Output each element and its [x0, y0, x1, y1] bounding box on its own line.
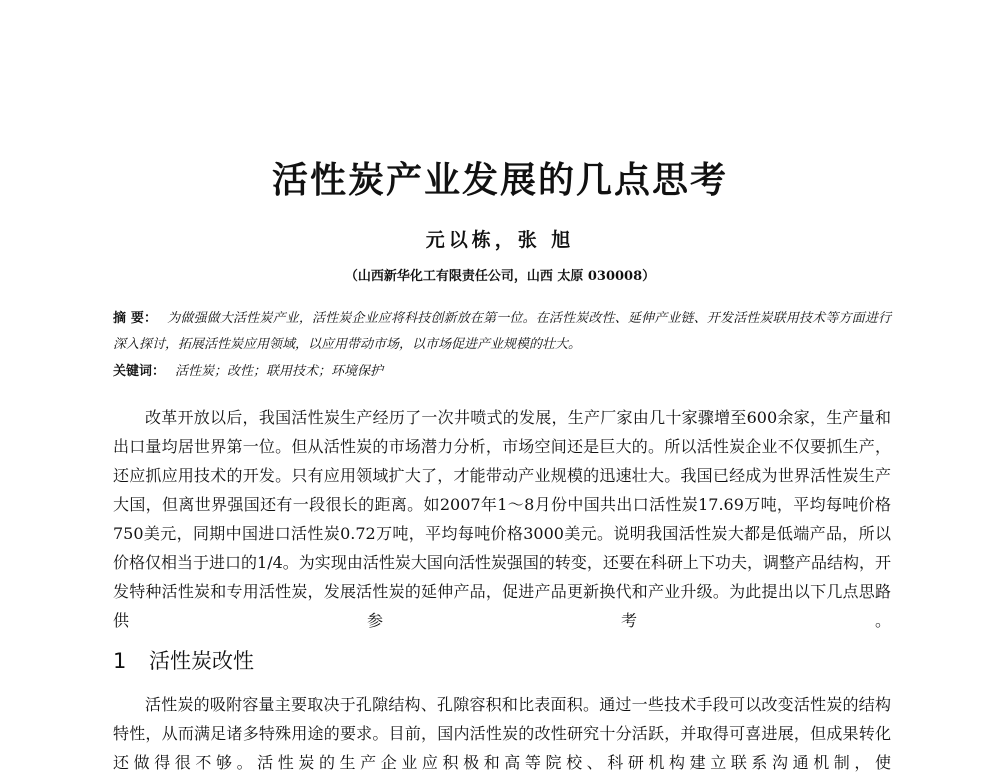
paper-title: 活性炭产业发展的几点思考 — [271, 160, 728, 201]
keywords — [113, 360, 891, 384]
keywords-text: 活性炭；改性；联用技术；环境保护 — [175, 364, 384, 379]
section-1-heading — [113, 645, 891, 677]
author-names: 元以栋，张 旭 — [425, 229, 575, 251]
section-number: 1 — [113, 649, 127, 673]
section-1-paragraph: 活性炭的吸附容量主要取决于孔隙结构、孔隙容积和比表面积。通过一些技术手段可以改变活性炭的结构特性，从而满足诸多特殊用途的要求。目前，国内活性炭的改性研究十分活跃，并取得可喜进展，但成果转化还做得很不够。活性炭的生产企业应积极和高等院校、科研机构建立联系沟通机制，使 — [113, 695, 891, 772]
abstract-label: 摘 要： — [113, 311, 158, 326]
keywords-label: 关键词： — [113, 364, 166, 379]
abstract-text: 为做强做大活性炭产业，活性炭企业应将科技创新放在第一位。在活性炭改性、延伸产业链、开发活性炭联用技术等方面进行深入探讨，拓展活性炭应用领域，以应用带动市场，以市场促进产业规模的壮大。 — [113, 311, 891, 352]
section-title: 活性炭改性 — [149, 649, 254, 673]
abstract — [113, 306, 891, 358]
author-affiliation: （山西新华化工有限责任公司，山西 太原 030008） — [344, 269, 656, 284]
intro-paragraph: 改革开放以后，我国活性炭生产经历了一次井喷式的发展，生产厂家由几十家骤增至600余家，生产量和出口量均居世界第一位。但从活性炭的市场潜力分析，市场空间还是巨大的。所以活性炭企业不仅要抓生产，还应抓应用技术的开发。只有应用领域扩大了，才能带动产业规模的迅速壮大。我国已经成为世界活性炭生产大国，但离世界强国还有一段很长的距离。如2007年1～8月份中国共出口活性炭17.69万吨，平均每吨价格750美元，同期中国进口活性炭0.72万吨，平均每吨价格3000美元。说明我国活性炭大都是低端产品，所以价格仅相当于进口的1/4。为实现由活性炭大国向活性炭强国的转变，还要在科研上下功夫，调整产品结构，开发特种活性炭和专用活性炭，发展活性炭的延伸产品，促进产品更新换代和产业升级。为此提出以下几点思路供参考。 — [113, 408, 891, 630]
